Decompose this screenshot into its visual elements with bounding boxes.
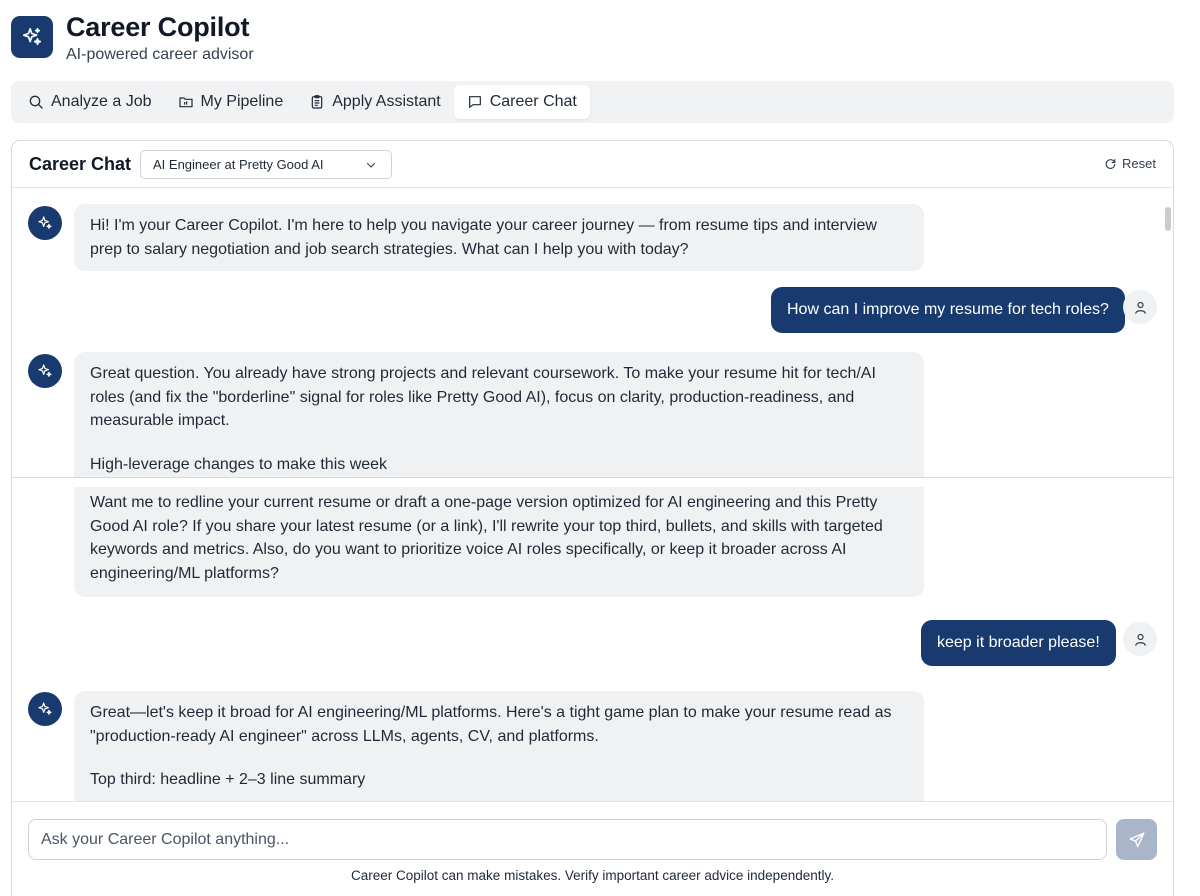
- tab-label: Apply Assistant: [332, 93, 441, 110]
- chat-title: Career Chat: [29, 153, 132, 174]
- assistant-avatar: [28, 206, 62, 240]
- tab-label: Career Chat: [489, 93, 577, 110]
- app-logo: [11, 16, 53, 58]
- assistant-message: [74, 487, 924, 597]
- clipboard-icon: [309, 94, 325, 110]
- sparkle-icon: [21, 26, 43, 48]
- message-list[interactable]: [12, 189, 1173, 801]
- career-chat-panel: [11, 140, 1174, 896]
- refresh-icon: [1104, 157, 1117, 170]
- job-select-value: AI Engineer at Pretty Good AI: [153, 157, 324, 172]
- tab-apply-assistant[interactable]: [296, 85, 454, 119]
- user-avatar: [1123, 622, 1157, 656]
- user-message: [771, 287, 1125, 333]
- message-paragraph: Great question. You already have strong projects and relevant coursework. To make your resume hit for tech/AI roles (and fix the "borderline" signal for roles like Pretty Good AI), focus on clarity, production-readiness, and measurable impact.: [90, 365, 876, 429]
- main-tabs: [11, 81, 1174, 123]
- message-paragraph: Want me to redline your current resume or draft a one-page version optimized for AI engineering and this Pretty Good AI role? If you share your latest resume (or a link), I'll rewrite your top third, bullets, and skills with targeted keywords and metrics. Also, do you want to prioritize voice AI roles specifically, or keep it broader across AI engineering/ML platforms?: [90, 494, 883, 582]
- sparkle-icon: [37, 363, 53, 379]
- assistant-message: [74, 204, 924, 271]
- job-select[interactable]: [140, 150, 392, 179]
- user-icon: [1133, 300, 1148, 315]
- user-avatar: [1123, 290, 1157, 324]
- assistant-avatar: [28, 354, 62, 388]
- send-icon: [1128, 831, 1146, 849]
- tab-my-pipeline[interactable]: [165, 85, 297, 119]
- tab-label: Analyze a Job: [51, 93, 152, 110]
- message-paragraph: Top third: headline + 2–3 line summary: [90, 771, 366, 788]
- disclaimer-text: Career Copilot can make mistakes. Verify important career advice independently.: [351, 868, 834, 883]
- message-paragraph: Hi! I'm your Career Copilot. I'm here to help you navigate your career journey — from resume tips and interview prep to salary negotiation and job search strategies. What can I help you with today?: [90, 217, 877, 258]
- send-button[interactable]: [1116, 819, 1157, 860]
- tab-career-chat[interactable]: [454, 85, 590, 119]
- composer: [12, 801, 1173, 896]
- divider: [12, 477, 1173, 478]
- reset-button[interactable]: [1104, 156, 1156, 171]
- app-title: Career Copilot: [66, 12, 250, 42]
- user-icon: [1133, 632, 1148, 647]
- reset-label: Reset: [1122, 156, 1156, 171]
- chat-input[interactable]: [28, 819, 1107, 860]
- scrollbar-thumb[interactable]: [1165, 207, 1171, 231]
- sparkle-icon: [37, 215, 53, 231]
- folder-icon: [178, 94, 194, 110]
- message-paragraph: Great—let's keep it broad for AI engineering/ML platforms. Here's a tight game plan to make your resume read as "production-ready AI engineer" across LLMs, agents, CV, and platforms.: [90, 704, 892, 745]
- chat-header: [12, 141, 1173, 188]
- sparkle-icon: [37, 701, 53, 717]
- message-text: How can I improve my resume for tech roles?: [787, 301, 1109, 318]
- search-icon: [28, 94, 44, 110]
- assistant-message: [74, 352, 924, 477]
- tab-label: My Pipeline: [200, 93, 284, 110]
- app-header: [11, 12, 254, 64]
- chevron-down-icon: [365, 159, 377, 171]
- chat-icon: [467, 94, 483, 110]
- assistant-message: [74, 691, 924, 801]
- app-subtitle: AI-powered career advisor: [66, 46, 254, 63]
- message-paragraph: High-leverage changes to make this week: [90, 455, 388, 473]
- user-message: [921, 620, 1116, 666]
- tab-analyze-a-job[interactable]: [15, 85, 165, 119]
- assistant-avatar: [28, 692, 62, 726]
- message-text: keep it broader please!: [937, 634, 1100, 651]
